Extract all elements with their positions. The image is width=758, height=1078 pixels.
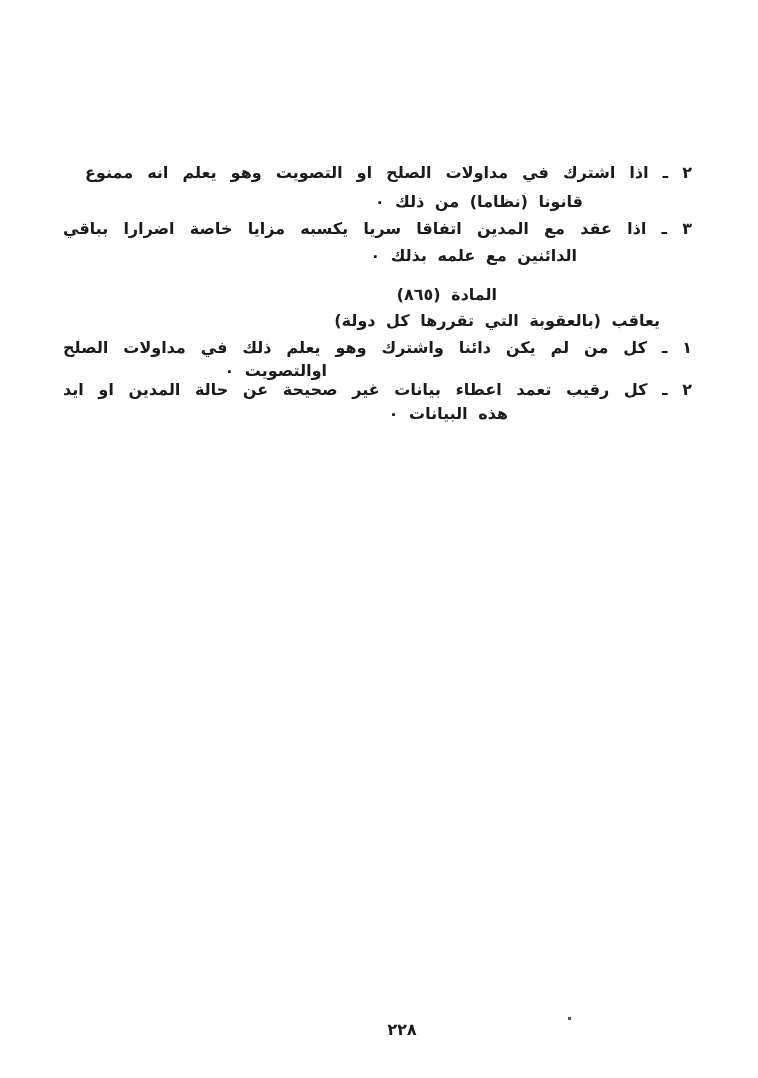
article-item-2-line-1: ٢ ـ كل رقيب تعمد اعطاء بيانات غير صحيحة عن حالة المدين او ايد [63,380,692,399]
clause-2-line-1: ٢ ـ اذا اشترك في مداولات الصلح او التصويت وهو يعلم انه ممنوع [85,163,692,182]
page-number: ٢٢٨ [387,1020,417,1039]
clause-3-line-2: الدائنين مع علمه بذلك ٠ [370,246,577,265]
article-item-1-line-2: اوالتصويت ٠ [224,361,327,380]
clause-2-line-2: قانونا (نظاما) من ذلك ٠ [374,192,583,211]
article-heading: المادة (٨٦٥) [396,285,497,304]
article-item-1-line-1: ١ ـ كل من لم يكن دائنا واشترك وهو يعلم ذلك في مداولات الصلح [63,338,692,357]
article-intro: يعاقب (بالعقوبة التي تقررها كل دولة) [334,311,660,330]
scan-speck-dot [568,1017,571,1020]
article-item-2-line-2: هذه البيانات ٠ [388,404,508,423]
clause-3-line-1: ٣ ـ اذا عقد مع المدين اتفاقا سريا يكسبه مزايا خاصة اضرارا بباقي [63,219,692,238]
